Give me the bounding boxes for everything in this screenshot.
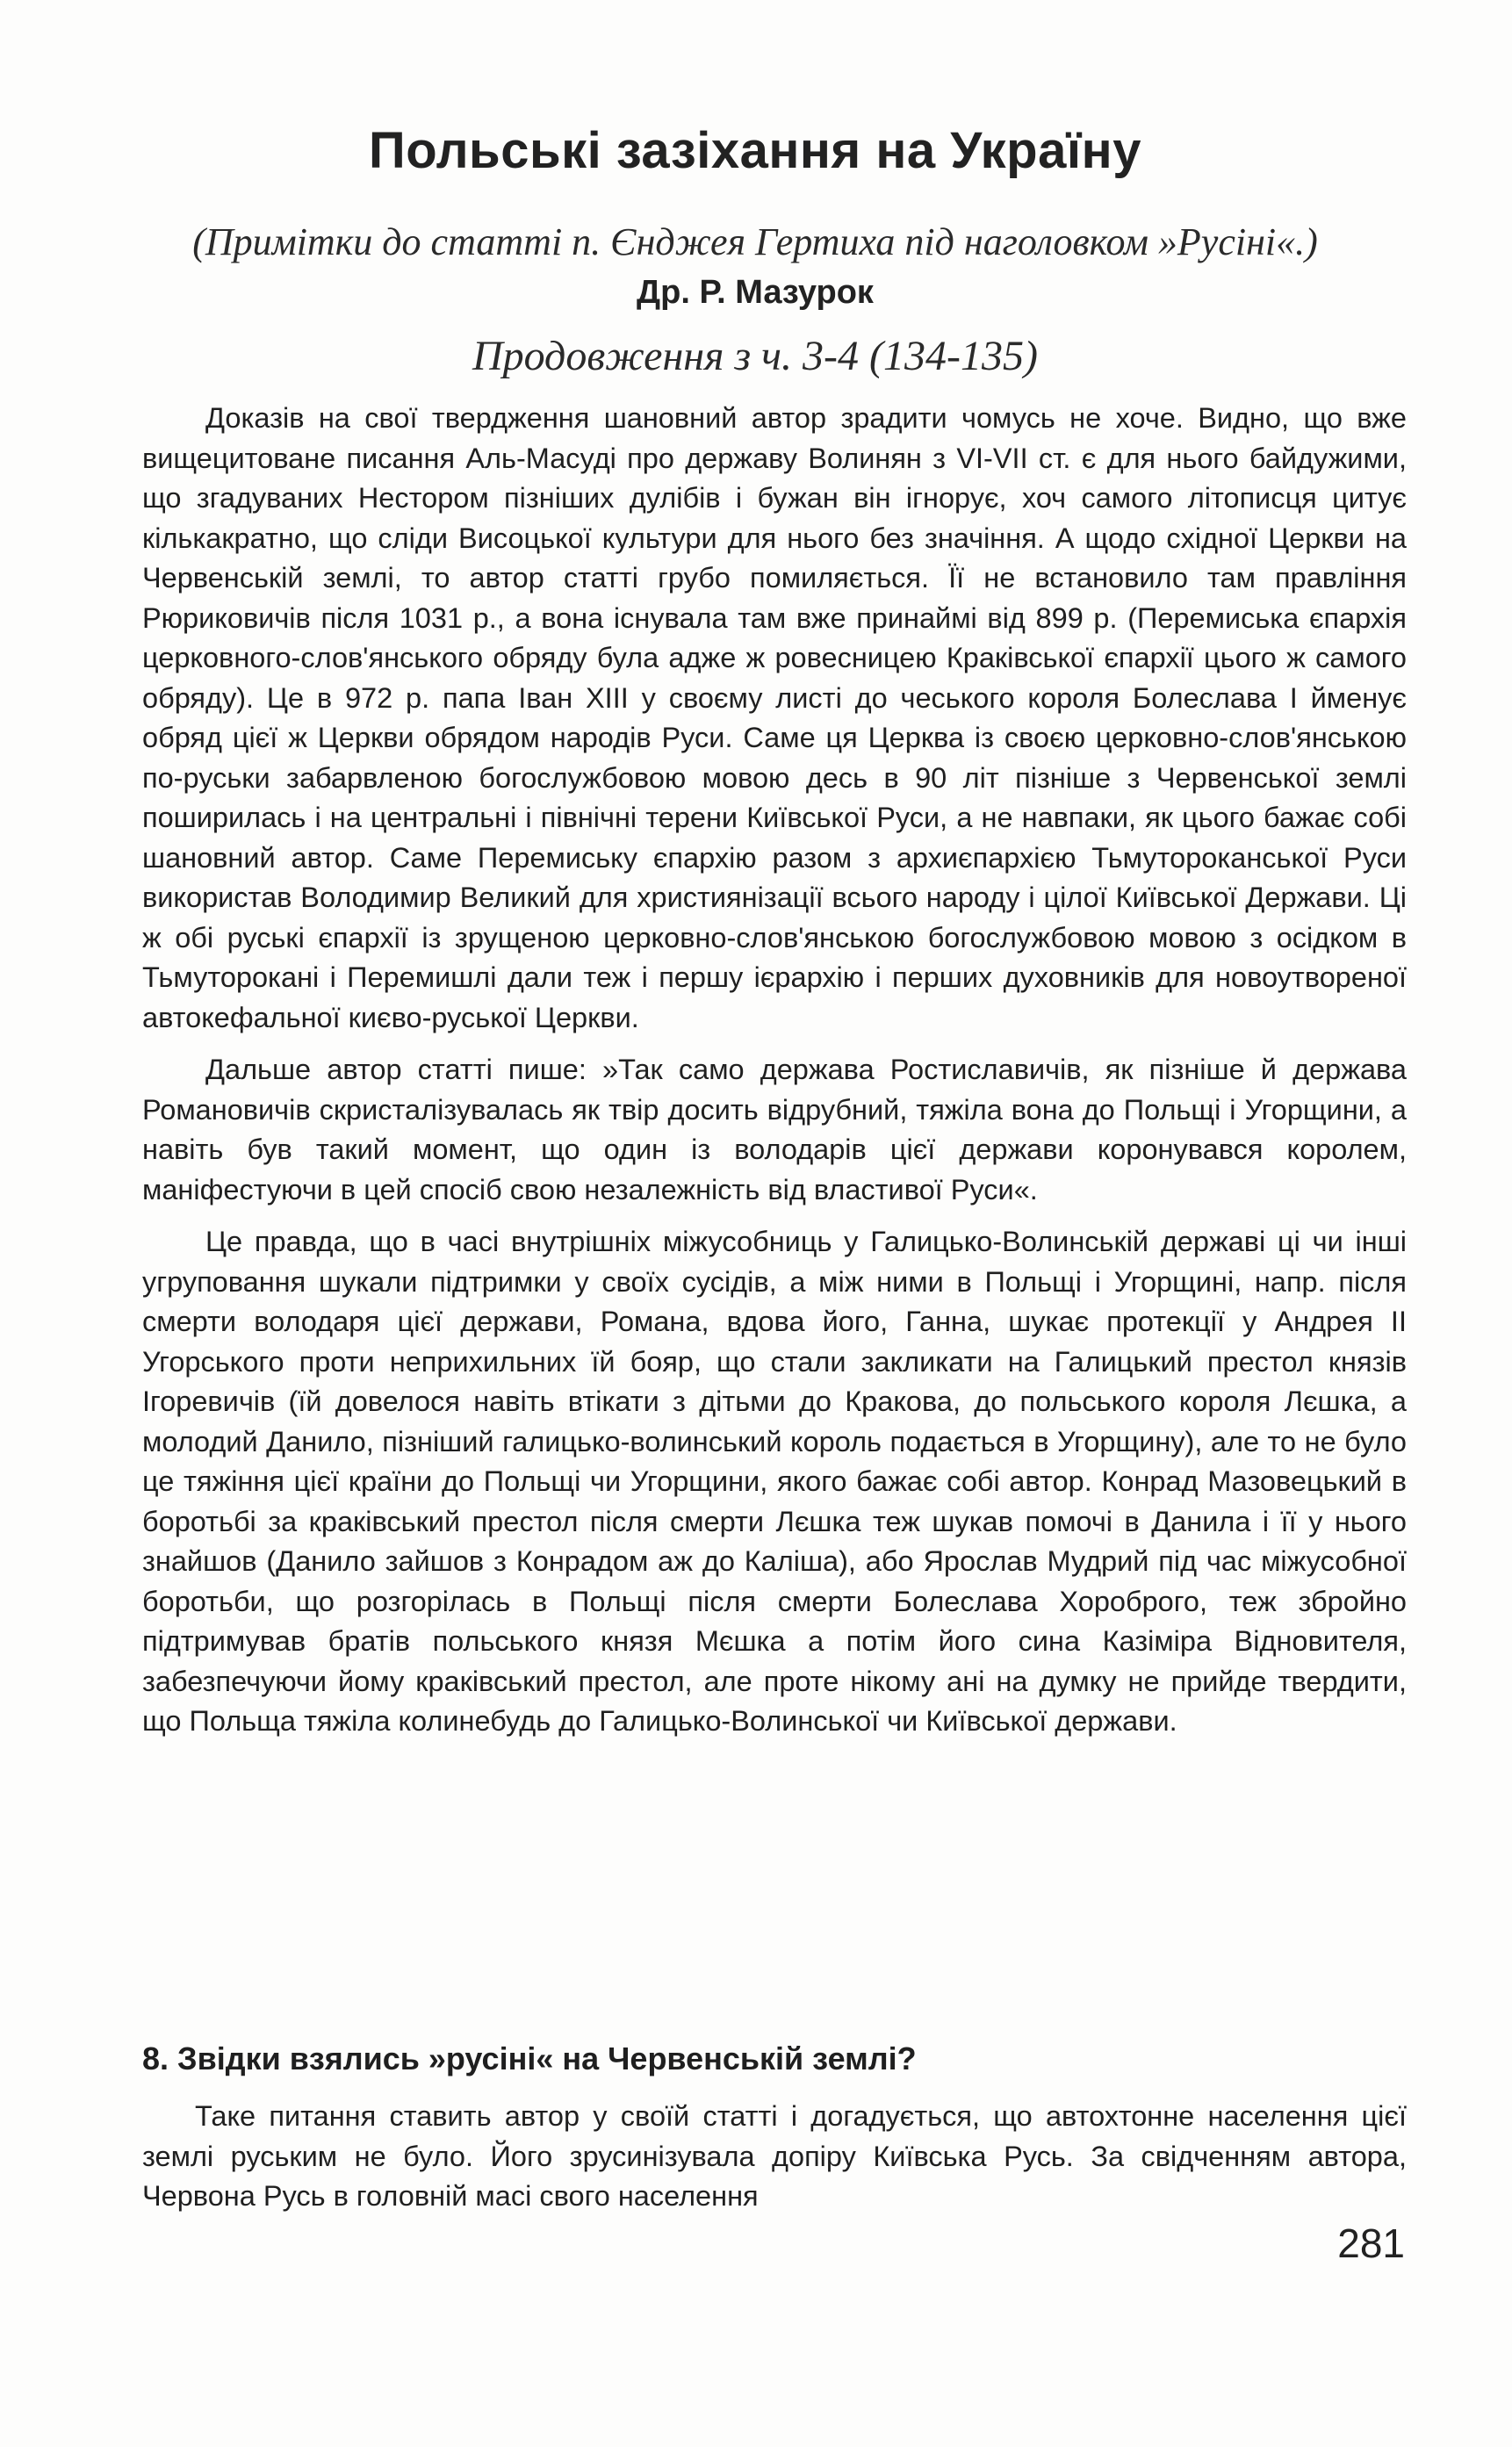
paragraph: Таке питання ставить автор у своїй статті і догадується, що автохтонне населення цієї землі руським не було. Його зрусинізувала допіру Київська Русь. За свідченням автора, Червона Русь в головній масі свого населення xyxy=(142,2100,1407,2212)
paragraph: Це правда, що в часі внутрішніх міжусобниць у Галицько-Волинській державі ці чи інші угруповання шукали підтримки у своїх сусідів, а між ними в Польщі і Угорщині, напр. після смерти володаря цієї держави, Романа, вдова його, Ганна, шукає протекції у Андрея ІІ Угорського проти неприхильних їй бояр, що стали закликати на Галицький престол князів Ігоревичів (їй довелося навіть втікати з дітьми до Кракова, до польського короля Лєшка, а молодий Данило, пізніший галицько-волинський король подається в Угорщину), але то не було це тяжіння цієї країни до Польщі чи Угорщини, якого бажає собі автор. Конрад Мазовецький в боротьбі за краківський престол після смерти Лєшка теж шукав помочі в Данила і її у нього знайшов (Данило зайшов з Конрадом аж до Каліша), або Ярослав Мудрий під час міжусобної боротьби, що розгорілась в Польщі після смерти Болеслава Хороброго, теж збройно підтримував братів польського князя Мєшка а потім його сина Казіміра Відновителя, забезпечуючи йому краківський престол, але проте нікому ані на думку не прийде твердити, що Польща тяжіла колинебудь до Галицько-Волинської чи Київської держави. xyxy=(142,1226,1407,1737)
paragraph: Дальше автор статті пише: »Так само держава Ростиславичів, як пізніше й держава Романовичів скристалізувалась як твір досить відрубний, тяжіла вона до Польщі і Угорщини, а навіть був такий момент, що один із володарів цієї держави коронувався королем, маніфестуючи в цей спосіб свою незалежність від властивої Руси«. xyxy=(142,1054,1407,1206)
section-heading: 8. Звідки взялись »русіні« на Червенській землі? xyxy=(142,2040,917,2076)
article-body xyxy=(142,399,1407,1754)
section-body xyxy=(142,2097,1407,2217)
article-subtitle: (Примітки до статті п. Єнджея Гертиха під наголовком »Русіні«.) xyxy=(192,220,1318,263)
article-title: Польські зазіхання на Україну xyxy=(369,122,1141,179)
continuation-note: Продовження з ч. 3-4 (134-135) xyxy=(472,333,1038,379)
page-number: 281 xyxy=(1337,2220,1405,2266)
article-author: Др. Р. Мазурок xyxy=(637,274,874,311)
paragraph: Доказів на свої твердження шановний автор зрадити чомусь не хоче. Видно, що вже вищецитоване писання Аль-Масуді про державу Волинян з VI-VII ст. є для нього байдужими, що згадуваних Нестором пізніших дулібів і бужан він ігнорує, хоч самого літописця цитує кількакратно, що сліди Висоцької культури для нього без значіння. А щодо східної Церкви на Червенській землі, то автор статті грубо помиляється. Її не встановило там правління Рюриковичів після 1031 р., а вона існувала там вже принаймі від 899 р. (Перемиська єпархія церковного-слов'янського обряду була адже ж ровесницею Краківської єпархії цього ж самого обряду). Це в 972 р. папа Іван XIII у своєму листі до чеського короля Болеслава І йменує обряд цієї ж Церкви обрядом народів Руси. Саме ця Церква із своєю церковно-слов'янською по-руськи забарвленою богослужбовою мовою десь в 90 літ пізніше з Червенської землі поширилась і на центральні і північні терени Київської Руси, а не навпаки, як цього бажає собі шановний автор. Саме Перемиську єпархію разом з архиєпархією Тьмутороканської Руси використав Володимир Великий для християнізації всього народу і цілої Київської Держави. Ці ж обі руські єпархії із зрущеною церковно-слов'янською богослужбовою мовою з осідком в Тьмуторокані і Перемишлі дали теж і першу ієрархію і перших духовників для новоутвореної автокефальної києво-руської Церкви. xyxy=(142,402,1407,1033)
